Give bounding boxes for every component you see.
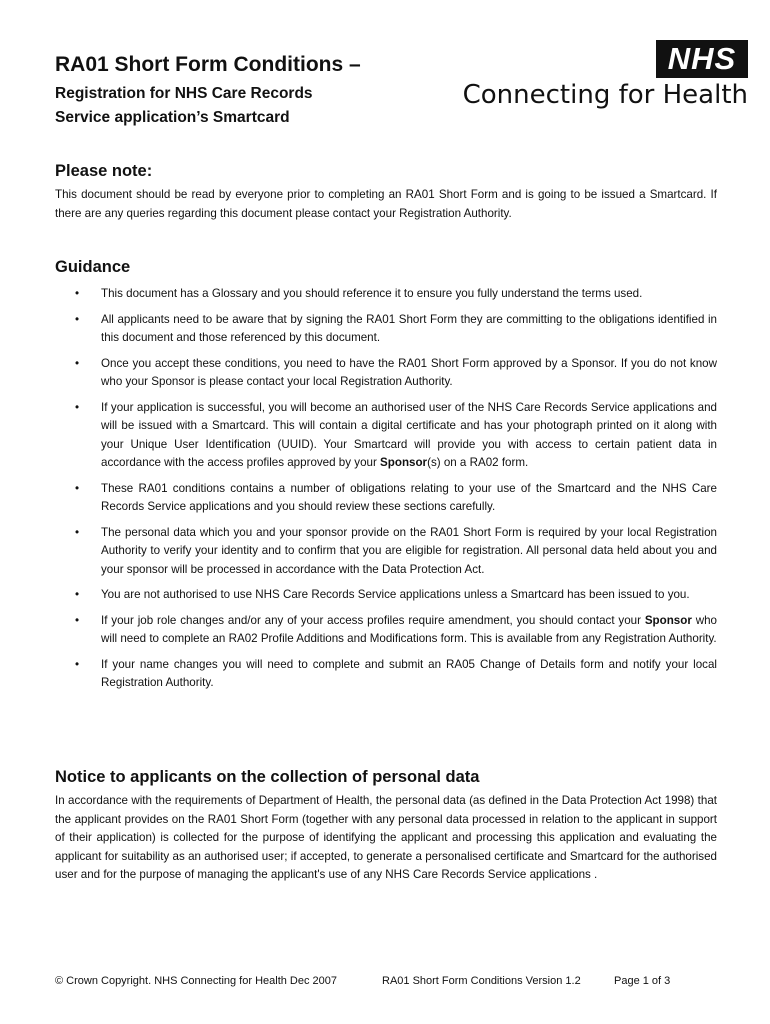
bullet-icon: • (75, 287, 80, 300)
notice-text: In accordance with the requirements of Department of Health, the personal data (as defined in the Data Protection Act 1998) that the applicant provides on the RA01 Short Form (together with any personal data processed in relation to the applicant in support of their application) is collected for the purpose of identifying the applicant and processing this application and evaluating the applicant for suitability as an authorised user; if accepted, to generate a personalised certificate and Smartcard for the authorised user and for the purpose of managing the applicant's use of any NHS Care Records Service applications . (55, 794, 717, 881)
guidance-item-text: (s) on a RA02 form. (427, 456, 529, 469)
document-title: RA01 Short Form Conditions – (55, 53, 361, 76)
guidance-item-text: This document has a Glossary and you should reference it to ensure you fully understand the terms used. (101, 287, 643, 300)
bullet-icon: • (75, 356, 80, 370)
please-note-text: This document should be read by everyone prior to completing an RA01 Short Form and is going to be issued a Smartcard. If there are any queries regarding this document please contact your Registration Authority. (55, 188, 717, 220)
nhs-logo-mark: NHS (656, 40, 748, 78)
guidance-list (55, 285, 717, 693)
nhs-logo (418, 40, 748, 112)
guidance-item-text: All applicants need to be aware that by signing the RA01 Short Form they are committing to the obligations identified in this document and those referenced by this document. (101, 312, 717, 344)
please-note-heading: Please note: (55, 162, 153, 180)
guidance-item (55, 285, 717, 304)
guidance-item-text: The personal data which you and your sponsor provide on the RA01 Short Form is required by your local Registration Authority to verify your identity and to confirm that you are eligible for registration. All personal data held about you and your sponsor will be processed in accordance with the Data Protection Act. (101, 525, 717, 576)
nhs-logo-text: Connecting for Health (462, 80, 748, 110)
guidance-item (55, 480, 717, 517)
bullet-icon: • (75, 481, 80, 495)
bullet-icon: • (75, 657, 80, 671)
title-block (55, 52, 435, 130)
guidance-section (55, 256, 717, 693)
sponsor-term: Sponsor (380, 456, 428, 469)
footer-page-number: Page 1 of 3 (614, 975, 671, 987)
guidance-item-text: Once you accept these conditions, you need to have the RA01 Short Form approved by a Sponsor. If you do not know who your Sponsor is please contact your local Registration Authority. (101, 356, 717, 388)
guidance-item-text: If your application is successful, you will become an authorised user of the NHS Care Records Service applications and will be issued with a Smartcard. This will contain a digital certificate and has your photograph printed on it along with your Unique User Identification (UUID). Your Smartcard will provide you with access to certain patient data in accordance with the access profiles approved by your (101, 400, 717, 469)
guidance-item-text: who will need to complete an RA02 Profile Additions and Modifications form. This is available from any Registration Authority. (101, 613, 717, 645)
guidance-item-text: If your name changes you will need to complete and submit an RA05 Change of Details form and notify your local Registration Authority. (101, 657, 717, 689)
guidance-item-text: If your job role changes and/or any of your access profiles require amendment, you should contact your (101, 613, 645, 627)
guidance-item (55, 311, 717, 348)
bullet-icon: • (75, 613, 80, 627)
guidance-item-text: You are not authorised to use NHS Care Records Service applications unless a Smartcard has been issued to you. (101, 588, 690, 601)
subtitle-line-1: Registration for NHS Care Records (55, 85, 313, 102)
please-note-section (55, 160, 717, 223)
guidance-heading: Guidance (55, 258, 131, 276)
bullet-icon: • (75, 400, 80, 414)
footer-copyright: © Crown Copyright. NHS Connecting for Health Dec 2007 (55, 975, 338, 987)
bullet-icon: • (75, 312, 80, 326)
bullet-icon: • (75, 588, 80, 601)
guidance-item (55, 656, 717, 693)
footer-doc-version: RA01 Short Form Conditions Version 1.2 (382, 975, 581, 987)
guidance-item (55, 355, 717, 392)
guidance-item (55, 612, 717, 649)
document-subtitle (55, 82, 435, 130)
guidance-item (55, 586, 717, 605)
bullet-icon: • (75, 525, 80, 539)
notice-heading: Notice to applicants on the collection of personal data (55, 768, 480, 786)
guidance-item (55, 399, 717, 473)
subtitle-line-2: Service application’s Smartcard (55, 109, 290, 126)
guidance-item (55, 524, 717, 580)
sponsor-term: Sponsor (644, 613, 692, 627)
notice-section (55, 766, 717, 885)
guidance-item-text: These RA01 conditions contains a number of obligations relating to your use of the Smartcard and the NHS Care Records Service applications and you should review these sections carefully. (101, 481, 717, 513)
